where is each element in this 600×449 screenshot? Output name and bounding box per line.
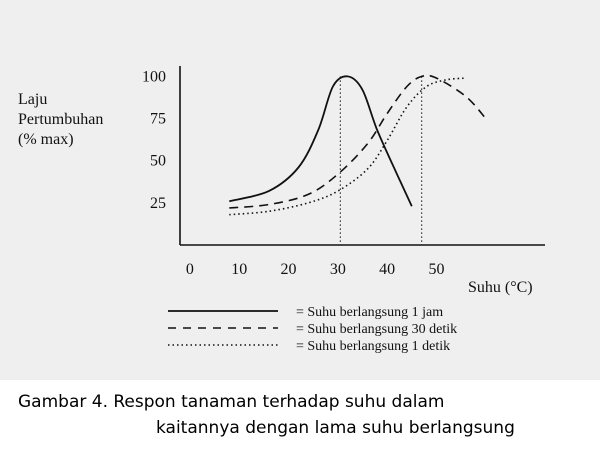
y-axis-label-line: (% max) <box>18 131 74 148</box>
x-tick-label: 0 <box>185 261 194 278</box>
x-tick-label: 30 <box>329 261 346 278</box>
y-axis-label-line: Pertumbuhan <box>18 111 104 128</box>
caption-line-2: kaitannya dengan lama suhu berlangsung <box>156 418 515 438</box>
y-tick-label: 100 <box>142 68 166 86</box>
series-lines <box>229 75 486 214</box>
y-tick-label: 50 <box>150 152 166 170</box>
series-line-dotted <box>229 78 466 215</box>
legend-label: = Suhu berlangsung 1 jam <box>296 305 444 320</box>
legend-label: = Suhu berlangsung 1 detik <box>296 339 451 354</box>
x-tick-label: 50 <box>428 261 445 278</box>
caption-line-1: Gambar 4. Respon tanaman terhadap suhu dalam <box>18 392 445 412</box>
y-axis-label-line: Laju <box>18 91 48 108</box>
x-tick-label: 40 <box>379 261 396 278</box>
series-line-solid <box>229 76 411 206</box>
legend-label: = Suhu berlangsung 30 detik <box>296 322 458 337</box>
axis-labels <box>18 91 533 296</box>
x-tick-label: 20 <box>280 261 297 278</box>
x-axis-label: Suhu (°C) <box>468 279 533 296</box>
y-tick-label: 25 <box>150 194 166 212</box>
x-tick-label: 10 <box>231 261 248 278</box>
axes <box>180 66 545 245</box>
y-tick-label: 75 <box>150 110 166 128</box>
legend <box>168 305 457 354</box>
series-line-dashed <box>229 75 486 207</box>
